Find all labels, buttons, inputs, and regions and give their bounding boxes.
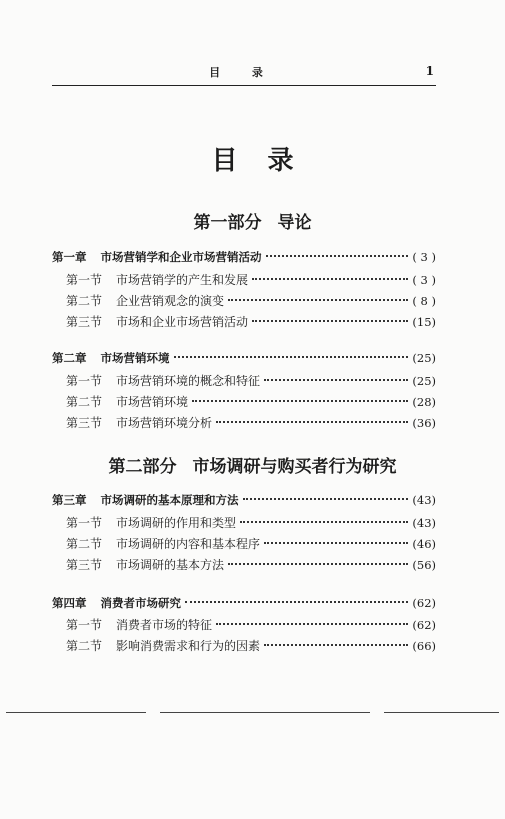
dot-leader: [252, 278, 408, 280]
page-ref: (28): [412, 395, 436, 409]
bottom-edge-rule: [384, 712, 499, 713]
section-title: 市场调研的基本方法: [116, 558, 225, 572]
toc-chapter-entry[interactable]: [52, 249, 436, 267]
part-number: 第二部分: [108, 457, 177, 477]
chapter-title: 消费者市场研究: [100, 596, 181, 610]
dot-leader: [228, 563, 408, 565]
page-ref: (46): [412, 537, 436, 551]
page-ref: (25): [412, 374, 436, 388]
dot-leader: [228, 299, 408, 301]
page-ref: (66): [412, 639, 436, 653]
toc-section-entry[interactable]: [52, 514, 436, 532]
toc-chapter-entry[interactable]: [52, 492, 436, 510]
section-number: 第二节: [66, 294, 103, 308]
dot-leader: [252, 320, 408, 322]
page-ref: (25): [412, 351, 436, 365]
section-title: 市场调研的作用和类型: [116, 516, 237, 530]
toc-section-entry[interactable]: [52, 556, 436, 574]
part-heading-1: [0, 208, 505, 233]
chapter-title: 市场营销学和企业市场营销活动: [100, 250, 262, 264]
dot-leader: [192, 400, 408, 402]
dot-leader: [266, 255, 409, 257]
header-rule: [52, 85, 436, 86]
dot-leader: [216, 421, 408, 423]
page-ref: ( 3 ): [412, 250, 436, 264]
page-ref: (15): [412, 315, 436, 329]
section-title: 企业营销观念的演变: [116, 294, 225, 308]
running-head: [52, 64, 434, 84]
dot-leader: [264, 379, 408, 381]
part-heading-2: [0, 452, 505, 477]
part-number: 第一部分: [193, 213, 262, 233]
section-number: 第二节: [66, 639, 103, 653]
section-title: 市场营销环境: [116, 395, 189, 409]
section-title: 市场调研的内容和基本程序: [116, 537, 261, 551]
section-title: 市场和企业市场营销活动: [116, 315, 249, 329]
chapter-number: 第二章: [52, 351, 87, 365]
page-ref: (43): [412, 516, 436, 530]
section-number: 第三节: [66, 315, 103, 329]
page-ref: (62): [412, 618, 436, 632]
toc-section-entry[interactable]: [52, 637, 436, 655]
dot-leader: [243, 498, 409, 500]
running-head-title: 目 录: [209, 66, 277, 79]
page-ref: (56): [412, 558, 436, 572]
bottom-edge-rule: [160, 712, 370, 713]
toc-chapter-entry[interactable]: [52, 350, 436, 368]
toc-section-entry[interactable]: [52, 372, 436, 390]
section-number: 第三节: [66, 416, 103, 430]
dot-leader: [264, 644, 408, 646]
dot-leader: [240, 521, 408, 523]
dot-leader: [185, 601, 408, 603]
chapter-title: 市场营销环境: [100, 351, 170, 365]
section-title: 市场营销环境的概念和特征: [116, 374, 261, 388]
toc-section-entry[interactable]: [52, 393, 436, 411]
part-name: 导论: [277, 213, 312, 233]
toc-section-entry[interactable]: [52, 271, 436, 289]
toc-section-entry[interactable]: [52, 414, 436, 432]
page-ref: (62): [412, 596, 436, 610]
chapter-number: 第一章: [52, 250, 87, 264]
section-title: 市场营销环境分析: [116, 416, 213, 430]
bottom-edge-rule: [6, 712, 146, 713]
section-number: 第一节: [66, 273, 103, 287]
page-ref: ( 8 ): [412, 294, 436, 308]
toc-section-entry[interactable]: [52, 535, 436, 553]
toc-section-entry[interactable]: [52, 616, 436, 634]
dot-leader: [174, 356, 409, 358]
page-title: 目录: [211, 146, 324, 176]
page-ref: ( 3 ): [412, 273, 436, 287]
chapter-number: 第四章: [52, 596, 87, 610]
chapter-number: 第三章: [52, 493, 87, 507]
section-number: 第二节: [66, 395, 103, 409]
section-number: 第一节: [66, 516, 103, 530]
section-number: 第一节: [66, 618, 103, 632]
dot-leader: [264, 542, 408, 544]
toc-chapter-entry[interactable]: [52, 595, 436, 613]
section-number: 第一节: [66, 374, 103, 388]
toc-section-entry[interactable]: [52, 292, 436, 310]
section-number: 第三节: [66, 558, 103, 572]
section-title: 消费者市场的特征: [116, 618, 213, 632]
page-number: 1: [425, 64, 434, 78]
section-number: 第二节: [66, 537, 103, 551]
dot-leader: [216, 623, 408, 625]
section-title: 影响消费需求和行为的因素: [116, 639, 261, 653]
part-name: 市场调研与购买者行为研究: [192, 457, 397, 477]
chapter-title: 市场调研的基本原理和方法: [100, 493, 239, 507]
section-title: 市场营销学的产生和发展: [116, 273, 249, 287]
toc-section-entry[interactable]: [52, 313, 436, 331]
page-ref: (43): [412, 493, 436, 507]
page-ref: (36): [412, 416, 436, 430]
